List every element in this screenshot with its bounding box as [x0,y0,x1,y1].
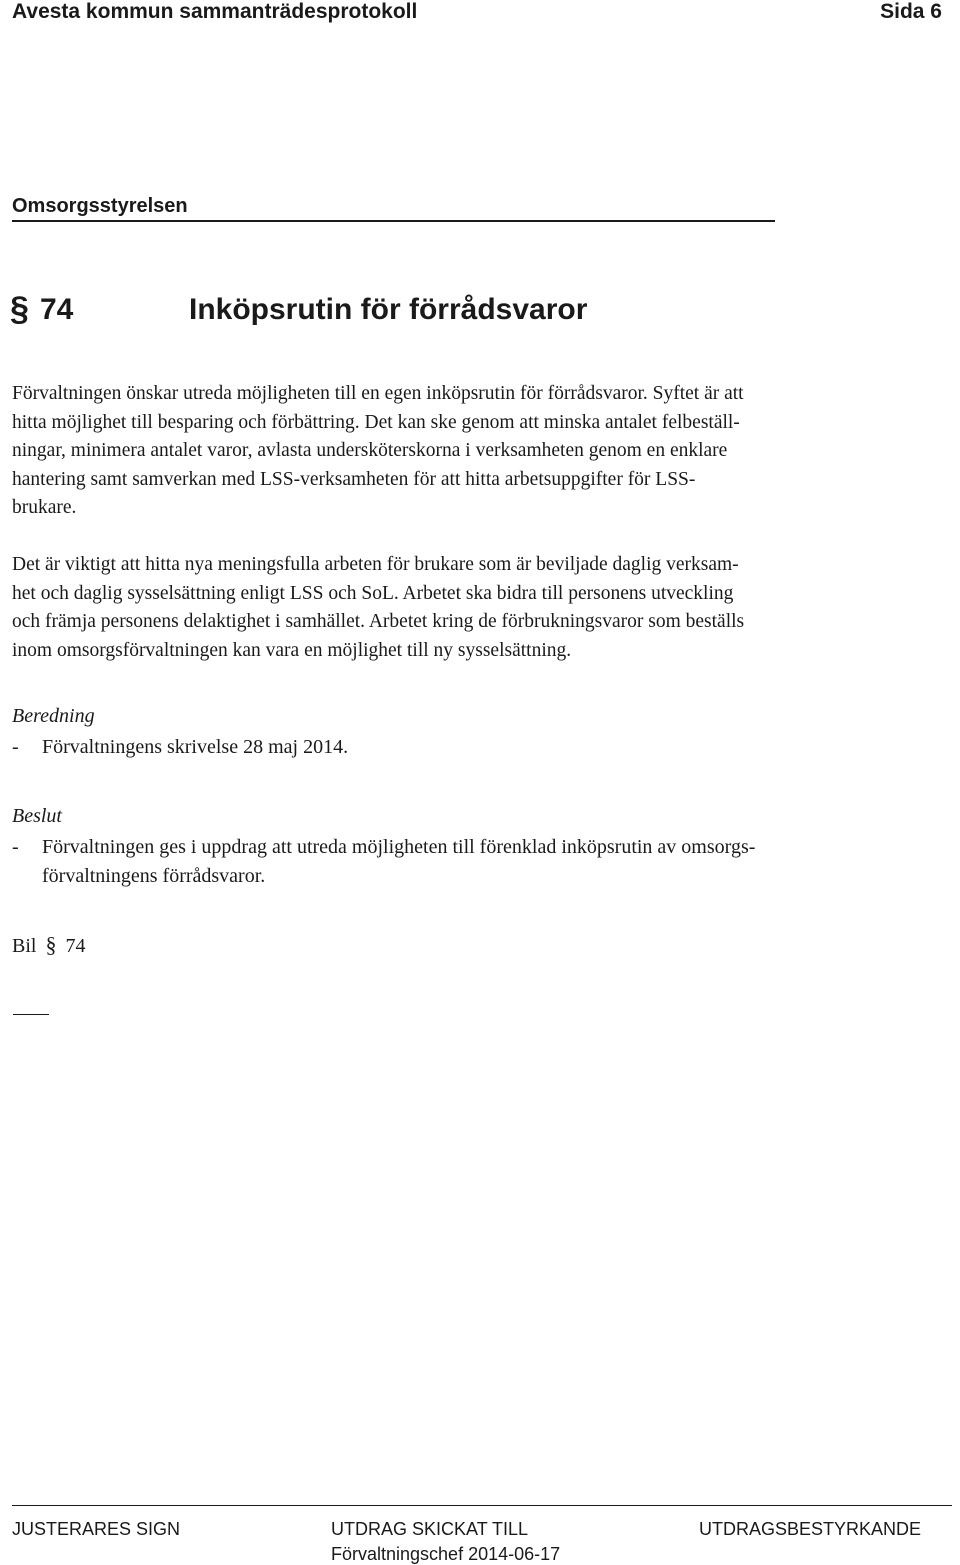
list-dash: - [12,836,19,858]
paragraph-line: inom omsorgsförvaltningen kan vara en möjlighet till ny sysselsättning. [12,639,572,661]
footer-recipient: Förvaltningschef 2014-06-17 [331,1544,561,1564]
footer-justerares-sign: JUSTERARES SIGN [12,1519,181,1539]
beredning-item [12,733,937,763]
paragraph-line: het och daglig sysselsättning enligt LSS och SoL. Arbetet ska bidra till personens utveckling [12,582,734,604]
footer-utdrag-skickat-till: UTDRAG SKICKAT TILL [331,1519,529,1539]
beslut-item-line: Förvaltningen ges i uppdrag att utreda möjligheten till förenklad inköpsrutin av omsorgs- [42,836,756,858]
footer-utdragsbestyrkande: UTDRAGSBESTYRKANDE [699,1519,922,1539]
committee-underline [12,220,775,222]
beslut-item-text [42,833,755,891]
paragraph-purpose [12,380,937,523]
end-marker-line [13,1014,49,1015]
section-title: Inköpsrutin för förrådsvaror [189,293,588,326]
paragraph-line: hantering samt samverkan med LSS-verksamheten för att hitta arbetsuppgifter för LSS- [12,468,696,490]
paragraph-line: och främja personens delaktighet i samhället. Arbetet kring de förbrukningsvaror som beställs [12,611,745,633]
attachment-section-sign: § [45,932,57,957]
beslut-item [12,833,937,893]
attachment-reference [12,930,85,961]
list-dash: - [12,736,19,758]
beslut-heading: Beslut [12,805,62,827]
paragraph-line: hitta möjlighet till besparing och förbättring. Det kan ske genom att minska antalet felbeställ- [12,411,740,433]
attachment-number: 74 [65,935,86,957]
paragraph-employment [12,551,937,665]
section-sign: § [10,290,29,328]
beredning-heading: Beredning [12,705,95,727]
paragraph-line: Förvaltningen önskar utreda möjligheten till en egen inköpsrutin för förrådsvaror. Syftet är att [12,383,744,404]
footer-divider [12,1505,952,1506]
page-number: Sida 6 [880,0,942,23]
beslut-item-line: förvaltningens förrådsvaror. [42,865,266,887]
committee-name: Omsorgsstyrelsen [12,195,188,217]
attachment-label: Bil [12,935,37,957]
paragraph-line: Det är viktigt att hitta nya meningsfulla arbeten för brukare som är beviljade daglig verksam- [12,554,739,575]
section-number: 74 [40,293,74,326]
beredning-item-text: Förvaltningens skrivelse 28 maj 2014. [42,736,349,758]
document-header-title: Avesta kommun sammanträdesprotokoll [12,0,418,23]
paragraph-line: brukare. [12,497,77,519]
paragraph-line: ningar, minimera antalet varor, avlasta undersköterskorna i verksamheten genom en enklare [12,440,728,462]
